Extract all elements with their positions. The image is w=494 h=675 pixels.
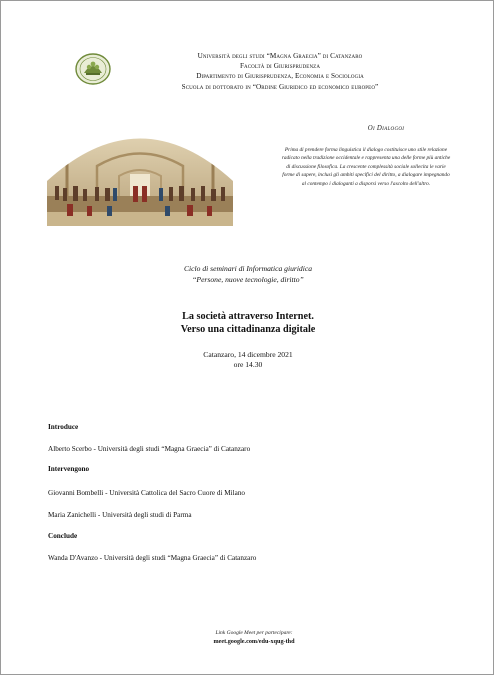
university-name: Università degli studi “Magna Graecia” di Catanzaro <box>197 52 363 60</box>
event-time: ore 14.30 <box>233 360 263 369</box>
dialoghi-box <box>281 125 451 188</box>
speaker-2: Maria Zanichelli - Università degli studi di Parma <box>48 511 192 519</box>
faculty-name: Facoltà di Giurisprudenza <box>239 62 321 71</box>
header-text <box>115 51 445 92</box>
event-datetime <box>1 350 494 370</box>
school-name: Scuola di dottorato in “Ordine Giuridico ed economico europeo” <box>181 82 379 91</box>
intervengono-label: Intervengono <box>48 465 90 473</box>
university-seal-icon <box>75 53 111 85</box>
dialoghi-title: Oi Dialogoi <box>367 125 405 132</box>
cycle-line-2: “Persone, nuove tecnologie, diritto” <box>192 275 304 284</box>
department-name: Dipartimento di Giurisprudenza, Economia e Sociologia <box>196 72 364 81</box>
conclude-label: Conclude <box>48 532 78 540</box>
cycle-line-1: Ciclo di seminari di Informatica giuridica <box>183 264 313 273</box>
conclude-person: Wanda D'Avanzo - Università degli studi “Magna Graecia” di Catanzaro <box>48 554 257 562</box>
event-title <box>1 311 494 336</box>
meet-label: Link Google Meet per partecipare: <box>215 630 293 636</box>
introduce-label: Introduce <box>48 423 79 431</box>
event-title-line-1: La società attraverso Internet. <box>182 311 314 322</box>
speaker-1: Giovanni Bombelli - Università Cattolica del Sacro Cuore di Milano <box>48 489 246 497</box>
meet-info <box>169 629 339 646</box>
meet-link[interactable]: meet.google.com/edu-xqug-thd <box>213 638 295 645</box>
fresco-image <box>47 126 233 226</box>
event-title-line-2: Verso una cittadinanza digitale <box>180 323 316 335</box>
introduce-person: Alberto Scerbo - Università degli studi “Magna Graecia” di Catanzaro <box>48 445 251 453</box>
dialoghi-text: Prima di prendere forma linguistica il dialogo costituisce uno stile relazione radicato nella tradizione occidentale e rappresenta una delle forme più antiche di discussione filosofica. La crescente complessità sociale sollecita le varie forme di sapere, inclusi gli ambiti specifici del diritto, a dialogare impegnando al contempo i dialoganti a disporsi verso l'ascolto dell'altro. <box>281 147 451 187</box>
seminar-cycle <box>1 263 494 285</box>
event-place-date: Catanzaro, 14 dicembre 2021 <box>203 350 293 359</box>
